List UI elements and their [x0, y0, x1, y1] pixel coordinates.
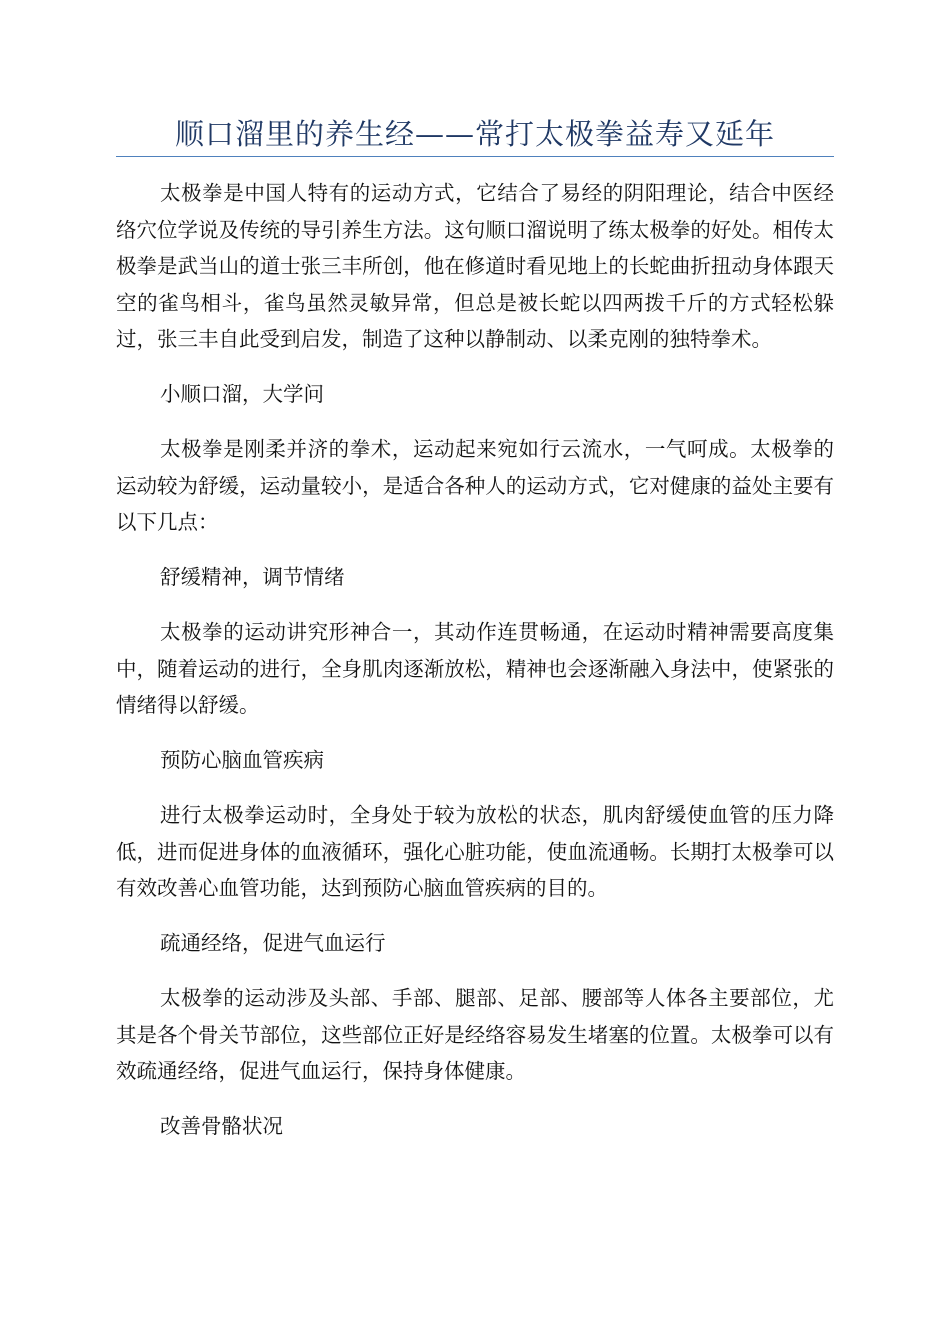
paragraph-meridians: 太极拳的运动涉及头部、手部、腿部、足部、腰部等人体各主要部位，尤其是各个骨关节部位，这些部位正好是经络容易发生堵塞的位置。太极拳可以有效疏通经络，促进气血运行，保持身体健康。 [116, 986, 834, 1083]
document-title: 顺口溜里的养生经——常打太极拳益寿又延年 [174, 117, 775, 151]
paragraph-benefits-overview: 太极拳是刚柔并济的拳术，运动起来宛如行云流水，一气呵成。太极拳的运动较为舒缓，运动量较小，是适合各种人的运动方式，它对健康的益处主要有以下几点： [116, 437, 834, 534]
section-heading-relax-mind: 舒缓精神，调节情绪 [160, 565, 345, 589]
document-body [116, 175, 834, 1163]
paragraph-relax-mind: 太极拳的运动讲究形神合一，其动作连贯畅通，在运动时精神需要高度集中，随着运动的进行，全身肌肉逐渐放松，精神也会逐渐融入身法中，使紧张的情绪得以舒缓。 [116, 620, 834, 717]
section-heading-small-rhyme: 小顺口溜，大学问 [160, 382, 324, 406]
section-heading-meridians: 疏通经络，促进气血运行 [160, 931, 386, 955]
paragraph-cardiovascular: 进行太极拳运动时，全身处于较为放松的状态，肌肉舒缓使血管的压力降低，进而促进身体的血液循环，强化心脏功能，使血流通畅。长期打太极拳可以有效改善心血管功能，达到预防心脑血管疾病的目的。 [116, 803, 834, 900]
paragraph-intro: 太极拳是中国人特有的运动方式，它结合了易经的阴阳理论，结合中医经络穴位学说及传统的导引养生方法。这句顺口溜说明了练太极拳的好处。相传太极拳是武当山的道士张三丰所创，他在修道时看见地上的长蛇曲折扭动身体跟天空的雀鸟相斗，雀鸟虽然灵敏异常，但总是被长蛇以四两拨千斤的方式轻松躲过，张三丰自此受到启发，制造了这种以静制动、以柔克刚的独特拳术。 [116, 181, 834, 351]
title-block [116, 112, 834, 157]
section-heading-bones: 改善骨骼状况 [160, 1114, 283, 1138]
section-heading-cardiovascular: 预防心脑血管疾病 [160, 748, 324, 772]
